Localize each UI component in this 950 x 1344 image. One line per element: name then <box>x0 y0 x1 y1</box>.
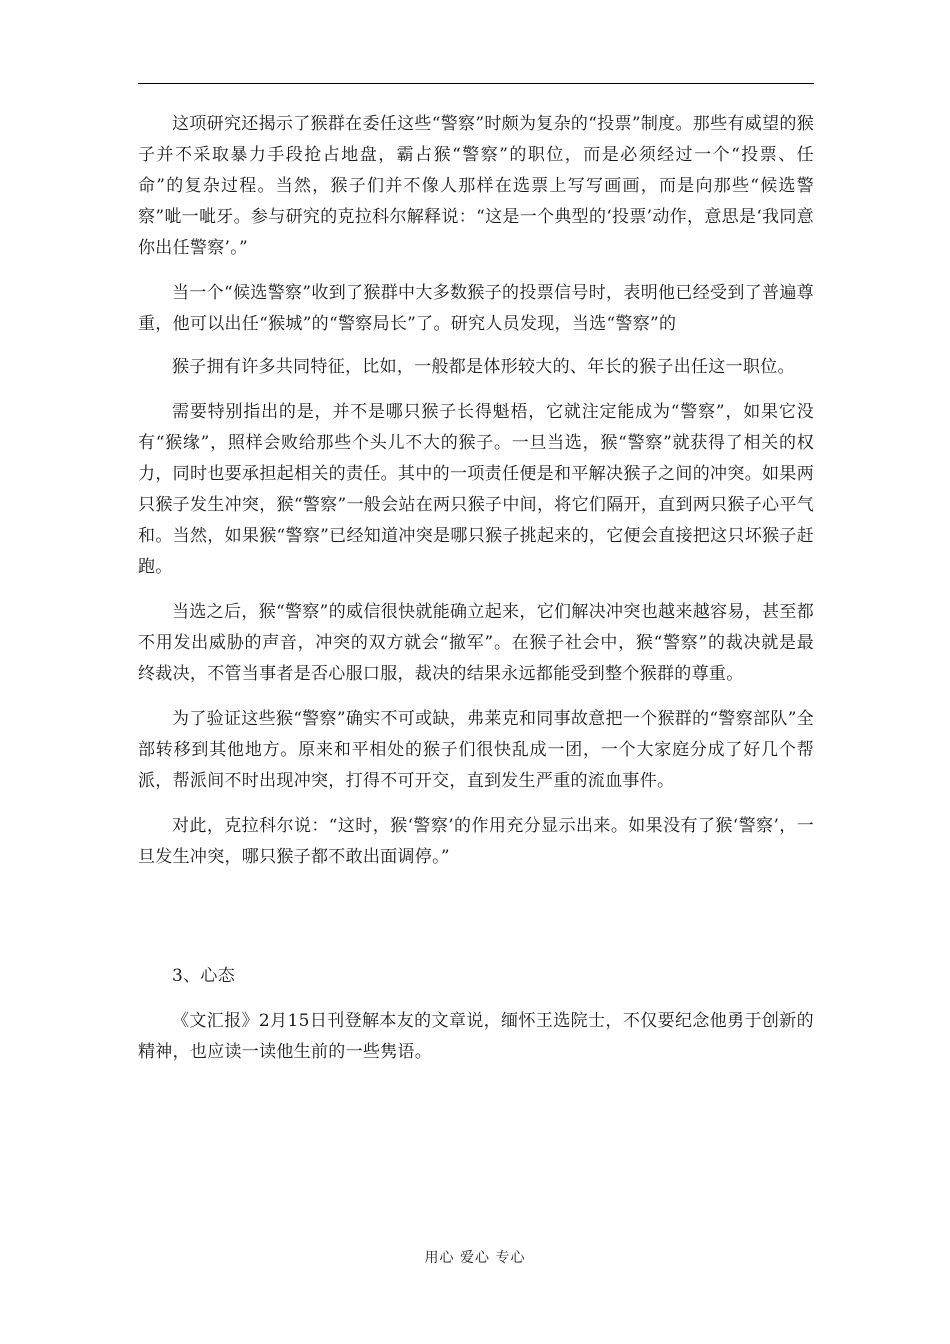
paragraph-responsibilities: 需要特别指出的是，并不是哪只猴子长得魁梧，它就注定能成为“警察”，如果它没有“猴缘”，照样会败给那些个头儿不大的猴子。一旦当选，猴“警察”就获得了相关的权力，同时也要承担起相关的责任。其中的一项责任便是和平解决猴子之间的冲突。如果两只猴子发生冲突，猴“警察”一般会站在两只猴子中间，将它们隔开，直到两只猴子心平气和。当然，如果猴“警察”已经知道冲突是哪只猴子挑起来的，它便会直接把这只坏猴子赶跑。 <box>138 402 814 577</box>
section-heading: 3、心态 <box>172 966 236 986</box>
paragraph-experiment: 为了验证这些猴“警察”确实不可或缺，弗莱克和同事故意把一个猴群的“警察部队”全部转移到其他地方。原来和平相处的猴子们很快乱成一团，一个大家庭分成了好几个帮派，帮派间不时出现冲突，打得不可开交，直到发生严重的流血事件。 <box>138 709 814 791</box>
paragraph-authority: 当选之后，猴“警察”的威信很快就能确立起来，它们解决冲突也越来越容易，甚至都不用发出威胁的声音，冲突的双方就会“撤军”。在猴子社会中，猴“警察”的裁决就是最终裁决，不管当事者是否心服口服，裁决的结果永远都能受到整个猴群的尊重。 <box>138 602 814 684</box>
paragraph-candidate-election: 当一个“候选警察”收到了猴群中大多数猴子的投票信号时，表明他已经受到了普遍尊重，他可以出任“猴城”的“警察局长”了。研究人员发现，当选“警察”的 <box>138 283 814 334</box>
paragraph-conclusion-quote: 对此，克拉科尔说：“这时，猴‘警察’的作用充分显示出来。如果没有了猴‘警察’，一旦发生冲突，哪只猴子都不敢出面调停。” <box>138 816 814 867</box>
paragraph-wenhuibao: 《文汇报》2月15日刊登解本友的文章说，缅怀王选院士，不仅要纪念他勇于创新的精神，也应读一读他生前的一些隽语。 <box>138 1011 814 1062</box>
paragraph-common-traits: 猴子拥有许多共同特征，比如，一般都是体形较大的、年长的猴子出任这一职位。 <box>172 357 795 377</box>
paragraph-voting-system: 这项研究还揭示了猴群在委任这些“警察”时颇为复杂的“投票”制度。那些有威望的猴子并不采取暴力手段抢占地盘，霸占猴“警察”的职位，而是必须经过一个“投票、任命”的复杂过程。当然，猴子们并不像人那样在选票上写写画画，而是向那些“候选警察”呲一呲牙。参与研究的克拉科尔解释说：“这是一个典型的‘投票’动作，意思是‘我同意你出任警察’。” <box>138 114 814 258</box>
header-rule <box>138 83 814 84</box>
page-footer: 用心 爱心 专心 <box>424 1250 526 1266</box>
document-body <box>138 95 814 1068</box>
